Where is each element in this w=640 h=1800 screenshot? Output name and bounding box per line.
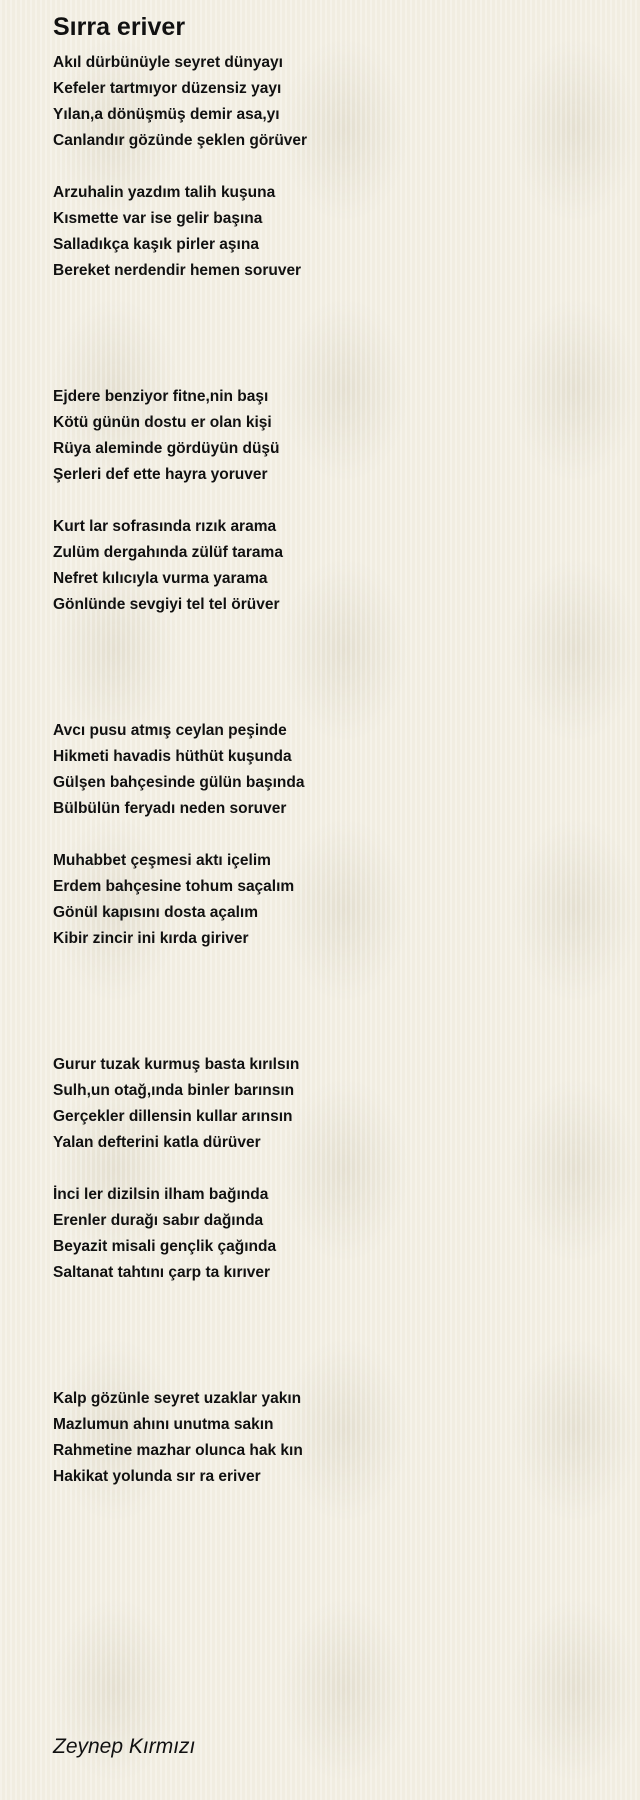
poem-line: Zulüm dergahında zülüf tarama (53, 544, 283, 561)
poem-line: Arzuhalin yazdım talih kuşuna (53, 184, 276, 201)
poem-line: Canlandır gözünde şeklen görüver (53, 132, 308, 149)
poem-line: Gurur tuzak kurmuş basta kırılsın (53, 1056, 300, 1073)
poem-line: Bülbülün feryadı neden soruver (53, 800, 287, 817)
poem-line: Hakikat yolunda sır ra eriver (53, 1468, 261, 1485)
poem-line: Gönlünde sevgiyi tel tel örüver (53, 596, 280, 613)
poem-line: Bereket nerdendir hemen soruver (53, 262, 302, 279)
poem-line: Akıl dürbünüyle seyret dünyayı (53, 54, 283, 71)
poem-line: Salladıkça kaşık pirler aşına (53, 236, 259, 253)
stanza-6 (53, 848, 613, 952)
poem-line: Avcı pusu atmış ceylan peşinde (53, 722, 287, 739)
poem-line: Gülşen bahçesinde gülün başında (53, 774, 305, 791)
stanza-8 (53, 1182, 613, 1286)
poem-line: Kurt lar sofrasında rızık arama (53, 518, 277, 535)
poem-line: Rüya aleminde gördüyün düşü (53, 440, 280, 457)
stanza-3 (53, 384, 613, 488)
poem-line: Saltanat tahtını çarp ta kırıver (53, 1264, 271, 1281)
poem-line: İnci ler dizilsin ilham bağında (53, 1186, 269, 1203)
poem-line: Kalp gözünle seyret uzaklar yakın (53, 1390, 302, 1407)
poem-line: Kefeler tartmıyor düzensiz yayı (53, 80, 282, 97)
poem-line: Mazlumun ahını unutma sakın (53, 1416, 274, 1433)
poem-line: Şerleri def ette hayra yoruver (53, 466, 268, 483)
poem-line: Hikmeti havadis hüthüt kuşunda (53, 748, 292, 765)
poem-line: Erdem bahçesine tohum saçalım (53, 878, 295, 895)
poem-line: Kibir zincir ini kırda giriver (53, 930, 249, 947)
poem-line: Gerçekler dillensin kullar arınsın (53, 1108, 293, 1125)
poem-line: Kısmette var ise gelir başına (53, 210, 263, 227)
stanza-1 (53, 50, 613, 154)
poem-line: Yılan,a dönüşmüş demir asa,yı (53, 106, 280, 123)
poem-line: Ejdere benziyor fitne,nin başı (53, 388, 269, 405)
stanza-7 (53, 1052, 613, 1156)
poem-container (53, 10, 613, 1490)
stanza-5 (53, 718, 613, 822)
poem-line: Gönül kapısını dosta açalım (53, 904, 258, 921)
poem-line: Kötü günün dostu er olan kişi (53, 414, 272, 431)
stanza-4 (53, 514, 613, 618)
poem-line: Erenler durağı sabır dağında (53, 1212, 264, 1229)
author-name: Zeynep Kırmızı (53, 1735, 196, 1758)
stanza-2 (53, 180, 613, 284)
poem-title: Sırra eriver (53, 13, 186, 41)
poem-line: Sulh,un otağ,ında binler barınsın (53, 1082, 295, 1099)
poem-line: Nefret kılıcıyla vurma yarama (53, 570, 268, 587)
poem-line: Beyazit misali gençlik çağında (53, 1238, 277, 1255)
poem-line: Muhabbet çeşmesi aktı içelim (53, 852, 271, 869)
stanza-9 (53, 1386, 613, 1490)
poem-line: Rahmetine mazhar olunca hak kın (53, 1442, 303, 1459)
poem-line: Yalan defterini katla dürüver (53, 1134, 261, 1151)
